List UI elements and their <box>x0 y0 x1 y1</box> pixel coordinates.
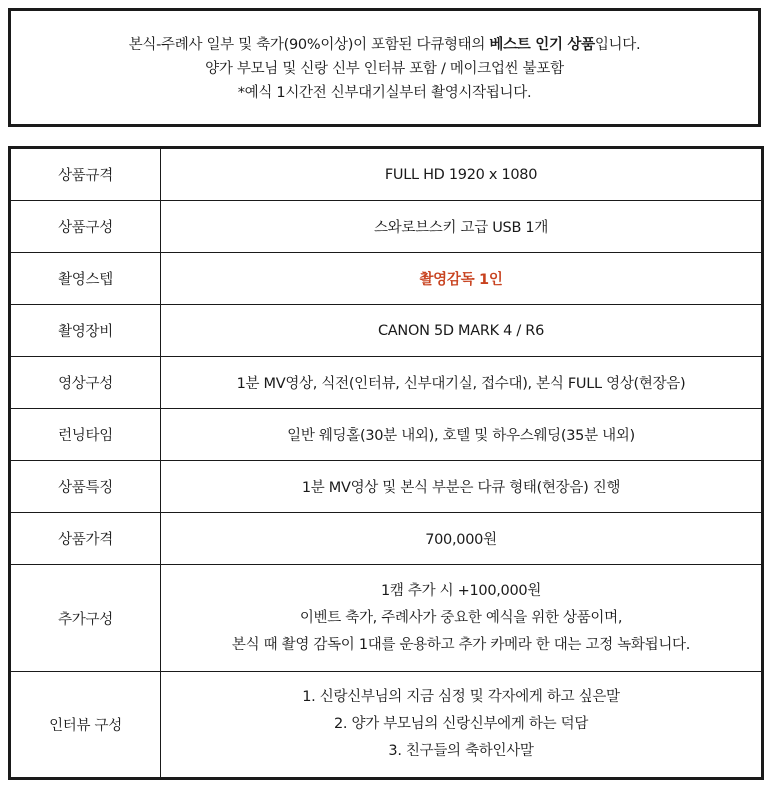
row-label: 상품가격 <box>10 513 161 565</box>
row-label: 촬영스텝 <box>10 253 161 305</box>
table-row-extra <box>10 565 763 672</box>
interview-line: 1. 신랑신부님의 지금 심정 및 각자에게 하고 싶은말 <box>302 689 620 705</box>
row-label: 상품규격 <box>10 148 161 201</box>
row-label: 영상구성 <box>10 357 161 409</box>
row-label: 런닝타임 <box>10 409 161 461</box>
row-value-multiline <box>161 565 763 672</box>
table-row-price <box>10 513 763 565</box>
notice-line-2: 양가 부모님 및 신랑 신부 인터뷰 포함 / 메이크업씬 불포함 <box>205 60 564 77</box>
table-row-equipment <box>10 305 763 357</box>
row-label: 촬영장비 <box>10 305 161 357</box>
row-value: FULL HD 1920 x 1080 <box>161 148 763 201</box>
interview-line: 2. 양가 부모님의 신랑신부에게 하는 덕담 <box>333 716 589 732</box>
table-row-composition <box>10 201 763 253</box>
row-value: 일반 웨딩홀(30분 내외), 호텔 및 하우스웨딩(35분 내외) <box>161 409 763 461</box>
row-value: 1분 MV영상, 식전(인터뷰, 신부대기실, 접수대), 본식 FULL 영상(현장음) <box>161 357 763 409</box>
row-value: CANON 5D MARK 4 / R6 <box>161 305 763 357</box>
row-label: 상품특징 <box>10 461 161 513</box>
row-value: 스와로브스키 고급 USB 1개 <box>161 201 763 253</box>
extra-line: 1캠 추가 시 +100,000원 <box>380 582 542 599</box>
table-row-staff <box>10 253 763 305</box>
notice-line-1-pre: 본식-주례사 일부 및 축가(90%이상)이 포함된 다큐형태의 <box>128 36 490 53</box>
extra-line: 이벤트 축가, 주례사가 중요한 예식을 위한 상품이며, <box>299 609 623 626</box>
table-row-size <box>10 148 763 201</box>
extra-line: 본식 때 촬영 감독이 1대를 운용하고 추가 카메라 한 대는 고정 녹화됩니다. <box>231 636 691 653</box>
notice-highlight: 베스트 인기 상품 <box>489 36 595 53</box>
product-spec-table <box>8 146 764 780</box>
notice-line-1 <box>129 33 641 57</box>
table-row-feature <box>10 461 763 513</box>
table-row-interview <box>10 672 763 779</box>
notice-line-1-post: 입니다. <box>594 36 641 53</box>
row-label: 추가구성 <box>10 565 161 672</box>
interview-line: 3. 친구들의 축하인사말 <box>388 743 534 759</box>
row-label: 상품구성 <box>10 201 161 253</box>
table-row-runtime <box>10 409 763 461</box>
row-value-multiline <box>161 672 763 779</box>
staff-highlight-text: 촬영감독 1인 <box>419 272 503 288</box>
row-value-highlight <box>161 253 763 305</box>
row-label: 인터뷰 구성 <box>10 672 161 779</box>
notice-line-3: *예식 1시간전 신부대기실부터 촬영시작됩니다. <box>237 84 532 101</box>
row-value: 1분 MV영상 및 본식 부분은 다큐 형태(현장음) 진행 <box>161 461 763 513</box>
row-value: 700,000원 <box>161 513 763 565</box>
notice-box <box>8 8 761 127</box>
table-row-video <box>10 357 763 409</box>
